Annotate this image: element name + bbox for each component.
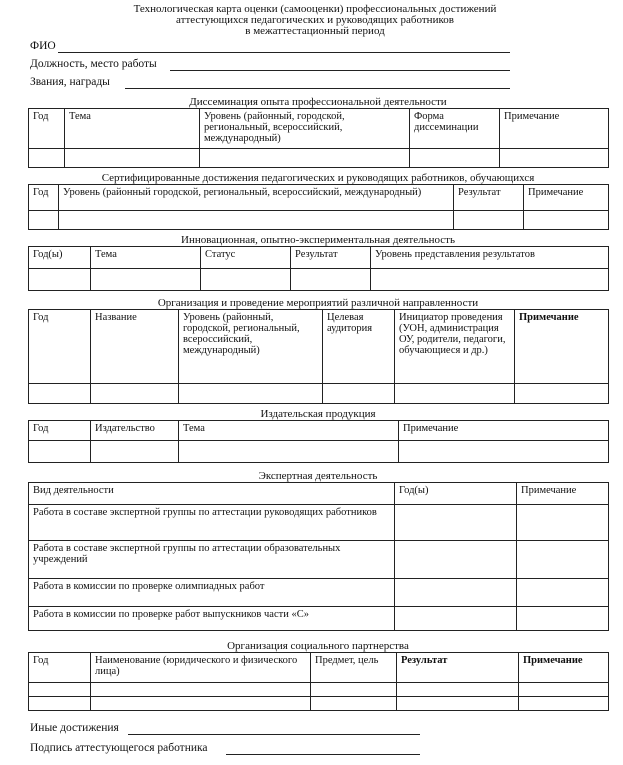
table-row[interactable] [29, 505, 609, 541]
header-cell: Примечание [519, 653, 609, 683]
other-achievements-line [128, 734, 420, 735]
table-cell[interactable] [500, 149, 609, 168]
header-cell: Примечание [515, 310, 609, 384]
header-cell: Тема [65, 109, 200, 149]
header-cell: Результат [454, 185, 524, 211]
header-cell: Наименование (юридического и физического лица) [91, 653, 311, 683]
section-innovation-title: Инновационная, опытно-экспериментальная деятельность [181, 234, 455, 246]
table-cell[interactable] [91, 441, 179, 463]
table-row[interactable] [29, 607, 609, 631]
table-cell[interactable] [29, 149, 65, 168]
table-row[interactable] [29, 683, 609, 697]
table-cell[interactable] [454, 211, 524, 230]
header-cell: Уровень (районный, городской, региональный, всероссийский, международный) [179, 310, 323, 384]
table-cell[interactable] [395, 541, 517, 579]
table-cell[interactable] [311, 683, 397, 697]
position-line [170, 70, 510, 71]
awards-field[interactable] [30, 76, 110, 88]
header-cell: Примечание [399, 421, 609, 441]
table-cell[interactable] [517, 505, 609, 541]
table-cell[interactable] [91, 384, 179, 404]
header-cell: Примечание [500, 109, 609, 149]
table-cell[interactable] [29, 697, 91, 711]
table-row[interactable] [29, 149, 609, 168]
awards-label: Звания, награды [30, 76, 110, 88]
table-cell[interactable] [515, 384, 609, 404]
expert-activity-cell: Работа в комиссии по проверке работ выпускников части «С» [29, 607, 395, 631]
table-cell[interactable] [399, 441, 609, 463]
table-cell[interactable] [311, 697, 397, 711]
header-cell: Результат [397, 653, 519, 683]
expert-activity-cell: Работа в составе экспертной группы по аттестации образовательных учреждений [29, 541, 395, 579]
section-dissemination-title: Диссеминация опыта профессиональной деятельности [189, 96, 447, 108]
expert-activity-cell: Работа в составе экспертной группы по аттестации руководящих работников [29, 505, 395, 541]
section-publishing-title: Издательская продукция [260, 408, 376, 420]
table-cell[interactable] [291, 269, 371, 291]
header-cell: Предмет, цель [311, 653, 397, 683]
expert-activity-cell: Работа в комиссии по проверке олимпиадных работ [29, 579, 395, 607]
other-achievements-label: Иные достижения [30, 722, 119, 734]
table-cell[interactable] [371, 269, 609, 291]
table-cell[interactable] [397, 697, 519, 711]
table-row[interactable] [29, 384, 609, 404]
table-header-row [29, 310, 609, 384]
table-header-row [29, 653, 609, 683]
header-cell: Уровень (районный городской, региональный, всероссийский, международный) [59, 185, 454, 211]
header-cell: Уровень представления результатов [371, 247, 609, 269]
expert-table [28, 482, 609, 631]
fio-label: ФИО [30, 40, 56, 52]
table-cell[interactable] [65, 149, 200, 168]
header-cell: Форма диссеминации [410, 109, 500, 149]
table-row[interactable] [29, 441, 609, 463]
table-cell[interactable] [395, 579, 517, 607]
table-cell[interactable] [59, 211, 454, 230]
section-partnership-title: Организация социального партнерства [227, 640, 409, 652]
header-cell: Год(ы) [29, 247, 91, 269]
table-header-row [29, 421, 609, 441]
document-title [80, 4, 550, 37]
header-cell: Год [29, 185, 59, 211]
header-cell: Статус [201, 247, 291, 269]
table-row[interactable] [29, 211, 609, 230]
partnership-table [28, 652, 609, 711]
table-cell[interactable] [179, 384, 323, 404]
header-cell: Результат [291, 247, 371, 269]
other-achievements-field[interactable] [30, 722, 119, 734]
signature-field[interactable] [30, 742, 208, 754]
position-field[interactable] [30, 58, 157, 70]
table-cell[interactable] [397, 683, 519, 697]
table-cell[interactable] [179, 441, 399, 463]
title-line-3: в межаттестационный период [245, 25, 385, 37]
table-header-row [29, 185, 609, 211]
signature-label: Подпись аттестующегося работника [30, 742, 208, 754]
table-cell[interactable] [29, 211, 59, 230]
table-header-row [29, 109, 609, 149]
table-header-row [29, 483, 609, 505]
header-cell: Тема [91, 247, 201, 269]
header-cell: Издательство [91, 421, 179, 441]
table-cell[interactable] [395, 505, 517, 541]
table-row[interactable] [29, 579, 609, 607]
title-line-1: Технологическая карта оценки (самооценки) профессиональных достижений [133, 3, 497, 15]
header-cell: Год [29, 421, 91, 441]
header-cell: Название [91, 310, 179, 384]
table-cell[interactable] [29, 683, 91, 697]
header-cell: Целевая аудитория [323, 310, 395, 384]
header-cell: Уровень (районный, городской, региональный, всероссийский, международный) [200, 109, 410, 149]
table-cell[interactable] [519, 683, 609, 697]
header-cell: Примечание [524, 185, 609, 211]
header-cell: Год [29, 310, 91, 384]
title-line-2: аттестующихся педагогических и руководящих работников [176, 14, 454, 26]
table-row[interactable] [29, 697, 609, 711]
table-cell[interactable] [29, 269, 91, 291]
innovation-table [28, 246, 609, 291]
table-cell[interactable] [91, 697, 311, 711]
table-cell[interactable] [201, 269, 291, 291]
table-header-row [29, 247, 609, 269]
table-cell[interactable] [29, 441, 91, 463]
dissemination-table [28, 108, 609, 168]
section-expert-title: Экспертная деятельность [258, 470, 378, 482]
position-label: Должность, место работы [30, 58, 157, 70]
header-cell: Примечание [517, 483, 609, 505]
header-cell: Инициатор проведения (УОН, администрация ОУ, родители, педагоги, обучающиеся и др.) [395, 310, 515, 384]
certified-table [28, 184, 609, 230]
table-cell[interactable] [517, 579, 609, 607]
table-cell[interactable] [410, 149, 500, 168]
table-cell[interactable] [395, 607, 517, 631]
table-cell[interactable] [395, 384, 515, 404]
header-cell: Тема [179, 421, 399, 441]
table-cell[interactable] [517, 541, 609, 579]
header-cell: Год [29, 109, 65, 149]
table-row[interactable] [29, 541, 609, 579]
events-table [28, 309, 609, 404]
table-cell[interactable] [91, 683, 311, 697]
fio-field[interactable] [30, 40, 56, 52]
header-cell: Вид деятельности [29, 483, 395, 505]
header-cell: Год [29, 653, 91, 683]
table-cell[interactable] [524, 211, 609, 230]
section-certified-title: Сертифицированные достижения педагогических и руководящих работников, обучающихся [101, 172, 535, 184]
table-cell[interactable] [323, 384, 395, 404]
fio-line [58, 52, 510, 53]
table-cell[interactable] [91, 269, 201, 291]
table-cell[interactable] [200, 149, 410, 168]
awards-line [125, 88, 510, 89]
table-cell[interactable] [519, 697, 609, 711]
header-cell: Год(ы) [395, 483, 517, 505]
section-events-title: Организация и проведение мероприятий различной направленности [157, 297, 479, 309]
table-cell[interactable] [517, 607, 609, 631]
table-cell[interactable] [29, 384, 91, 404]
table-row[interactable] [29, 269, 609, 291]
signature-line [226, 754, 420, 755]
publishing-table [28, 420, 609, 463]
